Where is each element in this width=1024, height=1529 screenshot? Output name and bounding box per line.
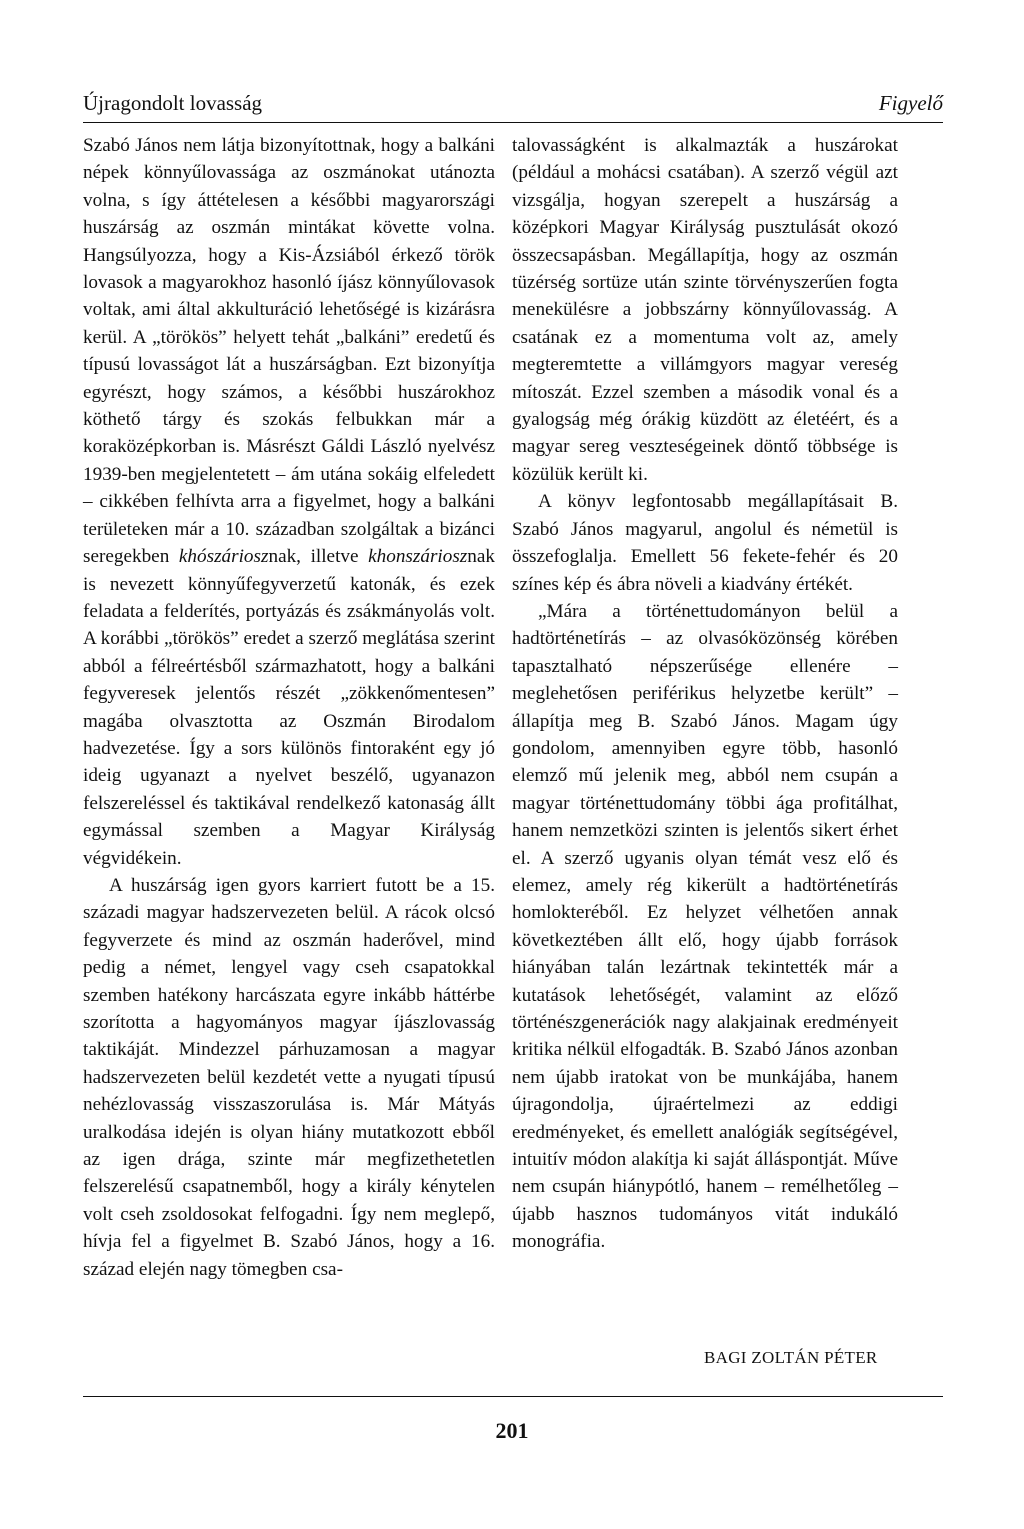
header-section: Figyelő	[878, 91, 943, 115]
left-p1-italic-1: khószáriosz	[178, 546, 269, 568]
right-paragraph-2: A könyv legfontosabb megállapításait B. Szabó János magyarul, angolul és németül is összefoglalja. Emellett 56 fekete-fehér és 20 színes kép és ábra növeli a kiadvány értékét.	[512, 491, 898, 595]
left-p1-text-c: nak is nevezett könnyűfegyverzetű katonák, és ezek feladata a felderítés, portyázás és zsákmányolás volt. A korábbi „törökös” eredet a szerző meglátása szerint abból a félreértésből származhatott, hogy a balkáni fegyveresek jelentős részét „zökkenőmentesen” magába olvasztotta az Oszmán Birodalom hadvezetése. Így a sors különös fintoraként egy jó ideig ugyanazt a nyelvet beszélő, ugyanazon felszereléssel és taktikával rendelkező katonaság állt egymással szemben a Magyar Királyság végvidékein.	[83, 546, 495, 869]
right-paragraph-3: „Mára a történettudományon belül a hadtörténetírás – az olvasóközönség körében tapasztalható népszerűsége ellenére – meglehetősen periférikus helyzetbe került” – állapítja meg B. Szabó János. Magam úgy gondolom, amennyiben egyre több, hasonló elemző mű jelenik meg, abból nem csupán a magyar történettudomány többi ága profitálhat, hanem nemzetközi szinten is jelentős sikert érhet el. A szerző ugyanis olyan témát vesz elő és elemez, amely rég kikerült a hadtörténetírás homlokteréből. Ez helyzet vélhetően annak következtében állt elő, hogy újabb források hiányában talán lezártnak tekintették már a kutatások lehetőségét, valamint az előző történészgenerációk nagy alakjainak eredményeit kritika nélkül elfogadták. B. Szabó János azonban nem újabb iratokat von be munkájába, hanem újragondolja, újraértelmezi az eddigi eredményeket, és emellett analógiák segítségével, intuitív módon alakítja ki saját álláspontját. Műve nem csupán hiánypótló, hanem – remélhetőleg – újabb hasznos tudományos vitát indukáló monográfia.	[512, 600, 898, 1253]
left-paragraph-1	[83, 132, 495, 872]
left-paragraph-2: A huszárság igen gyors karriert futott be a 15. századi magyar hadszervezeten belül. A rácok olcsó fegyverzete és mind az oszmán haderővel, mind pedig a német, lengyel vagy cseh csapatokkal szemben hatékony harcászata egyre inkább háttérbe szorította a hagyományos magyar íjászlovasság taktikáját. Mindezzel párhuzamosan a magyar hadszervezeten belül kezdetét vette a nyugati típusú nehézlovasság visszaszorulása is. Már Mátyás uralkodása idején is olyan hiány mutatkozott ebből az igen drága, szinte már megfizethetetlen felszerelésű csapatnemből, hogy a király kénytelen volt cseh zsoldosokat felfogadni. Így nem meglepő, hívja fel a figyelmet B. Szabó János, hogy a 16. század elején nagy tömegben csa-	[83, 874, 495, 1280]
left-p1-text-b: nak, illetve	[268, 546, 369, 568]
left-p1-italic-2: khonszáriosz	[368, 546, 468, 568]
right-column	[512, 132, 898, 1256]
running-header	[83, 86, 943, 123]
left-column	[83, 132, 495, 1283]
right-paragraph-1: talovasságként is alkalmazták a huszárokat (például a mohácsi csatában). A szerző végül azt vizsgálja, hogyan szerepelt a huszárság a középkori Magyar Királyság pusztulását okozó összecsapásban. Megállapítja, hogy az oszmán tüzérség sortüze után szinte törvényszerűen fogta menekülésre a jobbszárny könnyűlovasság. A csatának ez a momentuma volt az, amely megteremtette a villámgyors magyar vereség mítoszát. Ezzel szemben a második vonal és a gyalogság még órákig küzdött az életéért, és a magyar sereg veszteségeinek döntő többsége is közülük került ki.	[512, 135, 898, 485]
header-title: Újragondolt lovasság	[83, 91, 263, 115]
footer-rule	[83, 1396, 943, 1397]
page-number: 201	[495, 1418, 529, 1443]
left-p1-text-a: Szabó János nem látja bizonyítottnak, hogy a balkáni népek könnyűlovassága az oszmánokat utánozta volna, s így áttételesen a későbbi magyarországi huszárság az oszmán mintákat követte volna. Hangsúlyozza, hogy a Kis-Ázsiából érkező török lovasok a magyarokhoz hasonló íjász könnyűlovasok voltak, ami által akkulturáció lehetőségé is kizárásra kerül. A „törökös” helyett tehát „balkáni” eredetű és típusú lovasságot lát a huszárságban. Ezt bizonyítja egyrészt, hogy számos, a későbbi huszárokhoz köthető tárgy és szokás felbukkan már a koraközépkorban is. Másrészt Gáldi László nyelvész 1939-ben megjelentetett – ám utána sokáig elfeledett – cikkében felhívta arra a figyelmet, hogy a balkáni területeken már a 10. században szolgáltak a bizánci seregekben	[83, 135, 495, 568]
author-signature: BAGI ZOLTÁN PÉTER	[704, 1348, 878, 1367]
